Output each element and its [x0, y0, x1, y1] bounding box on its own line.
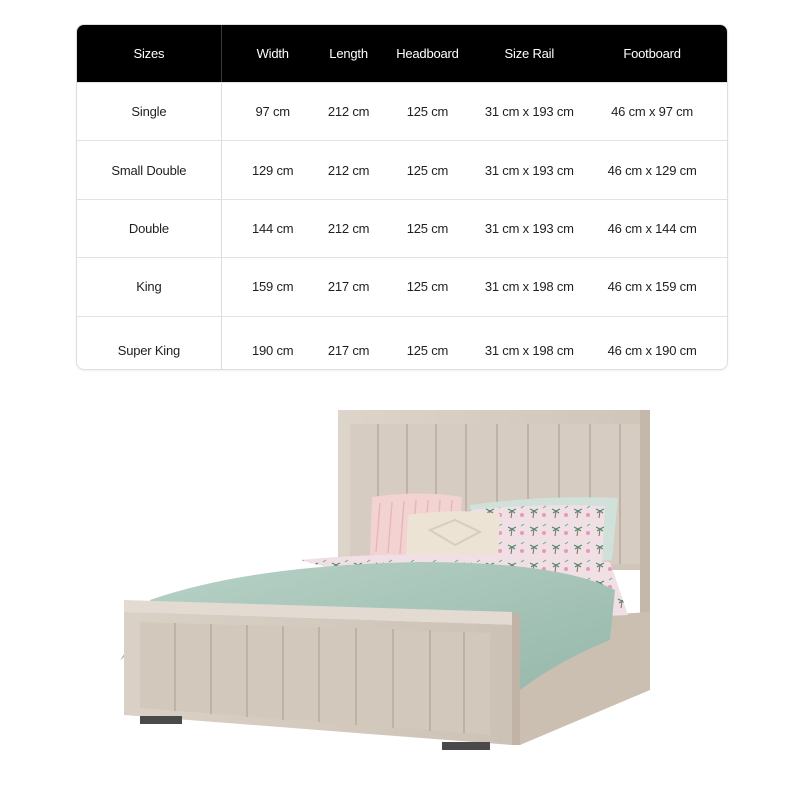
length-cell: 217 cm	[327, 279, 370, 295]
table-row	[77, 316, 727, 370]
size-rail-cell: 31 cm x 198 cm	[484, 279, 574, 295]
footboard-cell: 46 cm x 144 cm	[607, 220, 697, 236]
bed-foot	[442, 742, 490, 750]
bed-product-image	[110, 400, 670, 770]
header-length: Length	[329, 46, 368, 61]
header-headboard: Headboard	[396, 46, 459, 61]
table-header-row	[77, 25, 727, 82]
length-cell: 217 cm	[327, 342, 370, 358]
header-footboard: Footboard	[623, 46, 681, 61]
width-cell: 144 cm	[251, 220, 294, 236]
table-row	[77, 140, 727, 198]
footboard-cell: 46 cm x 129 cm	[607, 162, 697, 178]
size-rail-cell: 31 cm x 193 cm	[484, 162, 574, 178]
bed-foot	[140, 716, 182, 724]
table-row	[77, 199, 727, 257]
headboard-cell: 125 cm	[406, 104, 449, 120]
header-size-rail: Size Rail	[504, 46, 555, 61]
size-name-cell: Single	[77, 83, 222, 140]
length-cell: 212 cm	[327, 162, 370, 178]
length-cell: 212 cm	[327, 104, 370, 120]
header-width: Width	[256, 46, 289, 61]
width-cell: 97 cm	[255, 104, 290, 120]
length-cell: 212 cm	[327, 220, 370, 236]
width-cell: 190 cm	[251, 342, 294, 358]
size-name-cell: Small Double	[77, 141, 222, 198]
footboard	[124, 600, 520, 745]
size-name-cell: Super King	[77, 317, 222, 370]
size-name-cell: Double	[77, 200, 222, 257]
headboard-cell: 125 cm	[406, 342, 449, 358]
width-cell: 159 cm	[251, 279, 294, 295]
header-sizes: Sizes	[77, 25, 222, 82]
footboard-cell: 46 cm x 159 cm	[607, 279, 697, 295]
size-rail-cell: 31 cm x 193 cm	[484, 220, 574, 236]
size-rail-cell: 31 cm x 198 cm	[484, 342, 574, 358]
footboard-cell: 46 cm x 97 cm	[611, 104, 694, 120]
headboard-cell: 125 cm	[406, 162, 449, 178]
table-row	[77, 82, 727, 140]
table-row	[77, 257, 727, 315]
size-name-cell: King	[77, 258, 222, 315]
width-cell: 129 cm	[251, 162, 294, 178]
size-table	[76, 24, 728, 370]
footboard-cell: 46 cm x 190 cm	[607, 342, 697, 358]
headboard-cell: 125 cm	[406, 279, 449, 295]
headboard-cell: 125 cm	[406, 220, 449, 236]
size-rail-cell: 31 cm x 193 cm	[484, 104, 574, 120]
